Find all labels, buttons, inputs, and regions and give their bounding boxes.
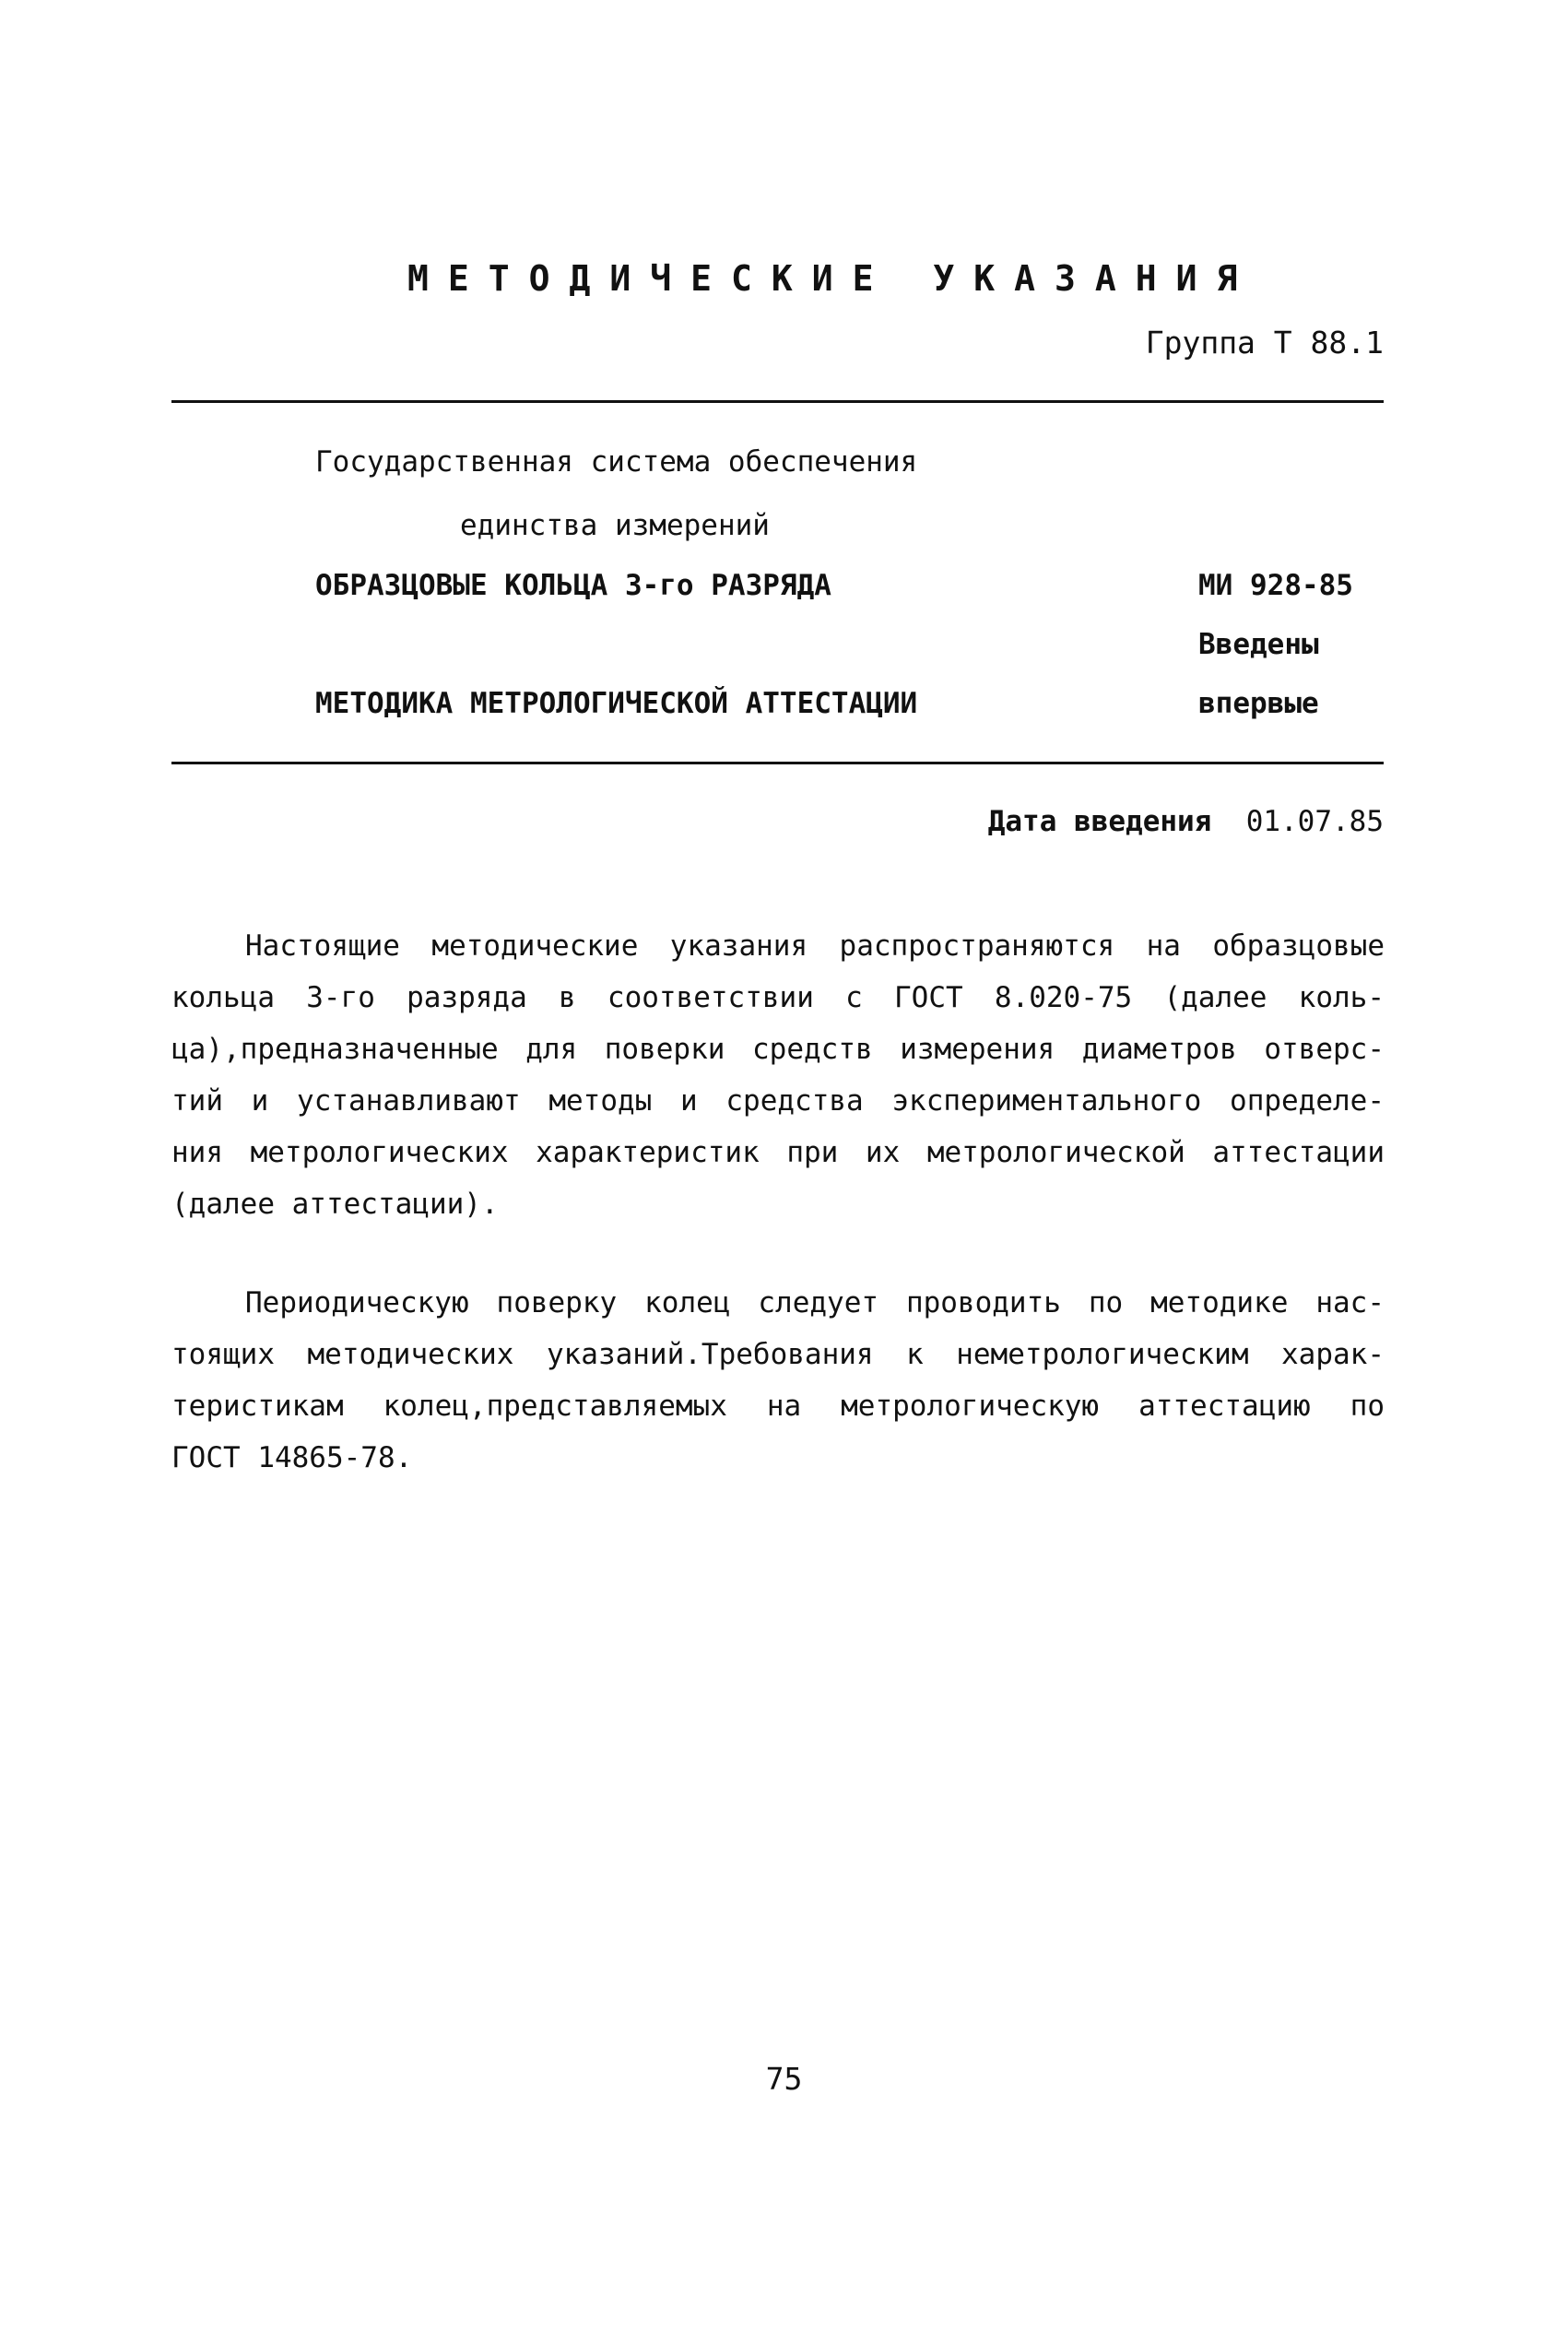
introduced-label: Введены: [1198, 628, 1319, 661]
paragraph-scope: [171, 920, 1385, 1230]
paragraph-line: ГОСТ 14865-78.: [171, 1441, 413, 1474]
bottom-divider: [171, 762, 1384, 764]
document-heading: МЕТОДИЧЕСКИЕ УКАЗАНИЯ: [407, 258, 1257, 299]
first-time-label: впервые: [1198, 687, 1319, 720]
standard-system-line-1: Государственная система обеспечения: [315, 445, 918, 479]
standard-code: МИ 928-85: [1198, 569, 1353, 602]
paragraph-line: Настоящие методические указания распространяются на образцовые: [245, 929, 1385, 963]
standard-subject: ОБРАЗЦОВЫЕ КОЛЬЦА 3-го РАЗРЯДА: [315, 569, 831, 602]
paragraph-line: (далее аттестации).: [171, 1188, 499, 1221]
page-number: 75: [765, 2061, 803, 2097]
group-code: Группа Т 88.1: [1145, 325, 1384, 361]
paragraph-line: ца),предназначенные для поверки средств измерения диаметров отверс-: [171, 1033, 1385, 1066]
paragraph-line: тий и устанавливают методы и средства экспериментального определе-: [171, 1084, 1385, 1118]
paragraph-line: кольца 3-го разряда в соответствии с ГОСТ 8.020-75 (далее коль-: [171, 981, 1385, 1014]
introduction-date: [988, 805, 1384, 838]
top-divider: [171, 400, 1384, 403]
paragraph-line: Периодическую поверку колец следует проводить по методике нас-: [245, 1286, 1385, 1319]
introduction-date-label: Дата введения: [987, 805, 1212, 838]
paragraph-line: тоящих методических указаний.Требования к неметрологическим харак-: [171, 1338, 1385, 1371]
paragraph-line: теристикам колец,представляемых на метрологическую аттестацию по: [171, 1390, 1385, 1423]
standard-system-line-2: единства измерений: [460, 509, 770, 542]
standard-method: МЕТОДИКА МЕТРОЛОГИЧЕСКОЙ АТТЕСТАЦИИ: [315, 687, 918, 720]
paragraph-line: ния метрологических характеристик при их метрологической аттестации: [171, 1136, 1385, 1169]
introduction-date-value: 01.07.85: [1245, 805, 1384, 838]
paragraph-verification: [171, 1277, 1385, 1484]
